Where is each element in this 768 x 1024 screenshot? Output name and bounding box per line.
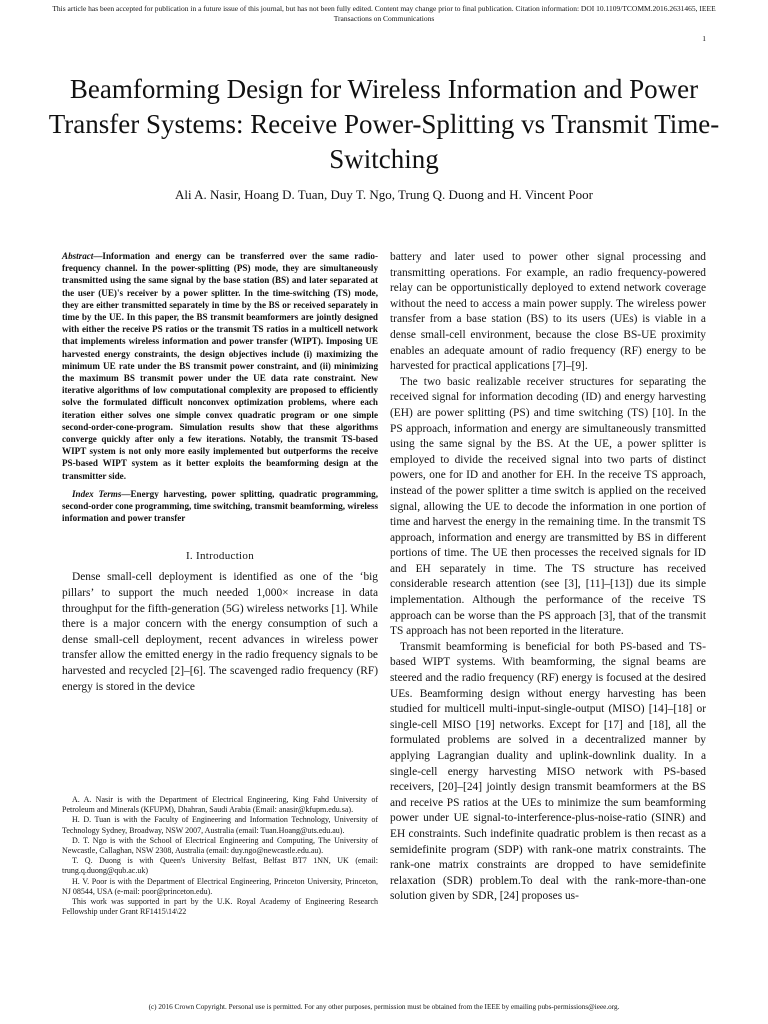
body-paragraph-3: Transmit beamforming is beneficial for both PS-based and TS-based WIPT systems. With beamforming, the signal beams are steered and the radio frequency (RF) energy is focused at the desired UEs. Beamforming design without energy harvesting has been studied for multicell multi-input-single-output (MISO) [14]–[18] or single-cell MISO [19] networks. Except for [17] and [18], all the formulated problems are solved in a decentralized manner by applying Lagrangian duality and uplink-downlink duality. In a single-cell energy harvesting MISO network with PS-based receivers, [20]–[24] jointly design transmit beamformers at the BS and receive PS ratios at the UEs to minimize the sum beamforming power under UE signal-to-interference-plus-noise-ratio (SINR) and EH constraints. Such indefinite quadratic problem is then recast as a semidefinite program (SDP) with rank-one matrix constraints. The rank-one matrix constraints are dropped to have semidefinite relaxation (SDR) problem.To deal with the rank-more-than-one solution given by SDR, [24] proposes us-: [390, 640, 706, 903]
section-heading-introduction: I. Introduction: [185, 550, 255, 563]
footnote-1: A. A. Nasir is with the Department of Electrical Engineering, King Fahd University of Petroleum and Minerals (KFUPM), Dhahran, Saudi Arabia (Email: anasir@kfupm.edu.sa).: [62, 795, 378, 815]
index-terms: [62, 488, 378, 525]
author-footnotes: [62, 795, 378, 917]
index-terms-label: Index Terms: [72, 488, 122, 499]
footnote-4: T. Q. Duong is with Queen's University Belfast, Belfast BT7 1NN, UK (email: trung.q.duong@qub.ac.uk): [62, 856, 378, 876]
index-terms-text: —Energy harvesting, power splitting, quadratic programming, second-order cone programming, time switching, transmit beamforming, wireless information and power transfer: [62, 488, 378, 524]
body-paragraph-2: The two basic realizable receiver structures for separating the received signal for information decoding (ID) and energy harvesting (EH) are power splitting (PS) and time switching (TS) [10]. In the PS approach, information and energy are simultaneously transmitted using the same signal by the BS. At the UE, a power splitter is employed to divide the received signal into two parts of distinct powers, one for ID and another for EH. In the receive TS approach, instead of the power splitter a time switch is applied on the received signal, allowing the UE to decode the information in one portion of time and harvest the energy in the remaining time. In the transmit TS approach, information and energy are transmitted by BS in different portions of time. The UE then processes the received signals for ID and EH separately in time. The TS structure has received considerable research attention (see [3], [11]–[13]) due its simple implementation. Although the performance of the receive TS approach can be worse than the PS approach [3], that of the transmit TS approach has not been reported in the literature.: [390, 375, 706, 638]
footnote-3: D. T. Ngo is with the School of Electrical Engineering and Computing, The University of Newcastle, Callaghan, NSW 2308, Australia (email: duy.ngo@newcastle.edu.au).: [62, 835, 378, 856]
header-line-2: Transactions on Communications: [333, 14, 435, 23]
abstract: [62, 250, 378, 482]
page-number: 1: [702, 34, 706, 43]
footnote-2: H. D. Tuan is with the Faculty of Engineering and Information Technology, University of Technology Sydney, Broadway, NSW 2007, Australia (email: Tuan.Hoang@uts.edu.au).: [62, 815, 378, 835]
right-column: [390, 250, 706, 905]
footnote-5: H. V. Poor is with the Department of Electrical Engineering, Princeton University, Princeton, NJ 08544, USA (e-mail: poor@princeton.edu).: [62, 876, 378, 896]
header-line-1: This article has been accepted for publication in a future issue of this journal, but has not been fully edited. Content may change prior to final publication. Citation information: DOI 10.1109/TCOMM.2016.2631465, IEEE: [52, 4, 716, 13]
copyright-footer: (c) 2016 Crown Copyright. Personal use is permitted. For any other purposes, permission must be obtained from the IEEE by emailing pubs-permissions@ieee.org.: [148, 1003, 620, 1011]
abstract-text: —Information and energy can be transferred over the same radio-frequency channel. In the power-splitting (PS) mode, they are simultaneously transmitted using the same signal by the base station (BS) and later separated at the user (UE)'s receiver by a power splitter. In the time-switching (TS) mode, they are either transmitted separately in time by the BS or received separately in time by the UE. In this paper, the BS transmit beamformers are jointly designed with either the receive PS ratios or the transmit TS ratios in a multicell network that implements wireless information and power transfer (WIPT). Imposing UE harvested energy constraints, the design objectives include (i) maximizing the minimum UE rate under the BS transmit power constraint, and (ii) minimizing the maximum BS transmit power under the UE data rate constraint. New iterative algorithms of low computational complexity are proposed to efficiently solve the formulated difficult nonconvex optimization problems, where each iteration either solves one simple convex quadratic program or one simple second-order-cone-program. Simulation results show that these algorithms converge quickly after only a few iterations. Notably, the transmit TS-based WIPT system is not only more easily implemented but outperforms the receive PS-based WIPT system as it better exploits the beamforming design at the transmitter side.: [62, 251, 378, 481]
paper-title: Beamforming Design for Wireless Information and Power Transfer Systems: Receive Power-Splitting vs Transmit Time-Switching: [48, 74, 720, 174]
left-column: [62, 250, 378, 695]
journal-header: [0, 4, 768, 24]
footnote-6: This work was supported in part by the U.K. Royal Academy of Engineering Research Fellowship under Grant RF1415\14\22: [62, 897, 378, 917]
abstract-label: Abstract: [62, 251, 94, 261]
intro-paragraph-1: Dense small-cell deployment is identified as one of the ‘big pillars’ to support the much needed 1,000× increase in data throughput for the fifth-generation (5G) wireless networks [1]. While there is a major concern with the energy consumption of such a dense small-cell deployment, recent advances in wireless power transfer allow the emitted energy in the radio frequency signals to be harvested and recycled [2]–[6]. The scavenged radio frequency (RF) energy is stored in the device: [62, 571, 378, 693]
author-list: Ali A. Nasir, Hoang D. Tuan, Duy T. Ngo, Trung Q. Duong and H. Vincent Poor: [175, 187, 593, 202]
body-paragraph-1: battery and later used to power other signal processing and transmitting operations. For example, an radio frequency-powered relay can be opportunistically deployed to extend network coverage without the need to access a main power supply. The wireless power transfer from a base station (BS) to its users (UEs) is viable in a dense small-cell environment, because the close BS-UE proximity enables an adequate amount of radio frequency (RF) energy to be harvested for practical applications [7]–[9].: [390, 251, 706, 373]
